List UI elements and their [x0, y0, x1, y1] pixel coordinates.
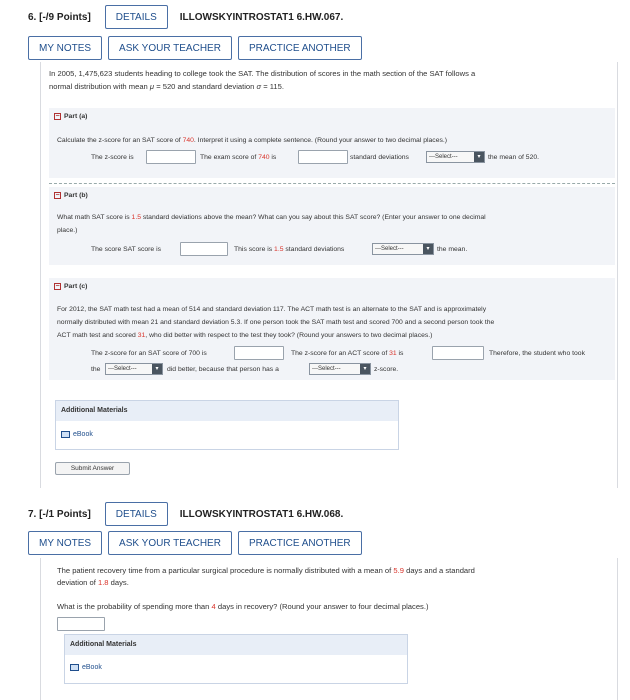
dropdown-arrow-icon[interactable]: ▾ — [474, 152, 484, 162]
part-c-zscore-text: z-score. — [374, 366, 399, 373]
part-a-select[interactable]: ---Select--- ▾ — [426, 151, 485, 163]
q7-practice-another-button[interactable]: PRACTICE ANOTHER — [238, 531, 362, 555]
q6-toolbar — [28, 36, 362, 60]
q6-code: ILLOWSKYINTROSTAT1 6.HW.067. — [179, 11, 344, 23]
part-a-question: Calculate the z-score for an SAT score of 740. Interpret it using a complete sentence. (Round your answer to two decimal places.) — [57, 137, 448, 144]
q7-text: The patient recovery time from a particular surgical procedure is normally distributed with a mean of 5.9 days and a standard deviation of 1.8 days. What is the probability of spending more than 4 days in recovery? (Round your answer to four decimal places.) — [57, 566, 475, 611]
q6-header — [0, 0, 343, 34]
q7-toolbar — [28, 531, 362, 555]
part-c-act-z-input[interactable] — [432, 346, 484, 360]
part-b-this-label: This score is 1.5 standard deviations — [234, 246, 345, 253]
part-c-did-better: did better, because that person has a — [167, 366, 279, 373]
q7-details-button[interactable]: DETAILS — [105, 502, 168, 526]
submit-answer-button[interactable]: Submit Answer — [55, 462, 130, 475]
part-b-question: What math SAT score is 1.5 standard deviations above the mean? What can you say about this SAT score? (Enter your answer to one decimal place.) — [57, 214, 486, 234]
part-a-exam-label: The exam score of 740 is — [200, 154, 277, 161]
q7-ebook-link[interactable]: eBook — [70, 664, 102, 671]
book-icon — [70, 664, 79, 671]
divider — [49, 183, 615, 184]
part-a-z-label: The z-score is — [91, 154, 134, 161]
part-c-panel — [49, 278, 615, 380]
part-a-sd-input[interactable] — [298, 150, 348, 164]
book-icon — [61, 431, 70, 438]
q7-header — [0, 497, 343, 531]
part-c-zscore-select[interactable]: ---Select--- ▾ — [309, 363, 371, 375]
part-c-toggle[interactable]: − Part (c) — [55, 283, 88, 290]
part-c-student-select[interactable]: ---Select--- ▾ — [105, 363, 163, 375]
collapse-icon[interactable]: − — [55, 113, 60, 120]
part-b-tail: the mean. — [437, 246, 468, 253]
q6-additional-materials — [55, 400, 399, 450]
part-a-z-input[interactable] — [146, 150, 196, 164]
q6-additional-materials-title: Additional Materials — [56, 401, 398, 421]
q7-answer-input[interactable] — [57, 617, 105, 631]
q6-ebook-link[interactable]: eBook — [61, 431, 93, 438]
dropdown-arrow-icon[interactable]: ▾ — [423, 244, 433, 254]
q7-my-notes-button[interactable]: MY NOTES — [28, 531, 102, 555]
part-c-sat-z-label: The z-score for an SAT score of 700 is — [91, 350, 207, 357]
part-a-tail: the mean of 520. — [488, 154, 540, 161]
q7-additional-materials-title: Additional Materials — [65, 635, 407, 655]
part-a-sd-label: standard deviations — [350, 154, 409, 161]
part-c-sat-z-input[interactable] — [234, 346, 284, 360]
collapse-icon[interactable]: − — [55, 192, 60, 199]
part-b-panel — [49, 187, 615, 265]
part-c-the: the — [91, 366, 101, 373]
q6-details-button[interactable]: DETAILS — [105, 5, 168, 29]
q7-ask-teacher-button[interactable]: ASK YOUR TEACHER — [108, 531, 232, 555]
q6-ask-teacher-button[interactable]: ASK YOUR TEACHER — [108, 36, 232, 60]
part-b-toggle[interactable]: − Part (b) — [55, 192, 88, 199]
q6-my-notes-button[interactable]: MY NOTES — [28, 36, 102, 60]
dropdown-arrow-icon[interactable]: ▾ — [360, 364, 370, 374]
q6-intro: In 2005, 1,475,623 students heading to college took the SAT. The distribution of scores in the math section of the SAT follows a normal distribution with mean μ = 520 and standard deviation σ = 115. — [49, 69, 476, 91]
collapse-icon[interactable]: − — [55, 283, 60, 290]
dropdown-arrow-icon[interactable]: ▾ — [152, 364, 162, 374]
part-c-act-z-label: The z-score for an ACT score of 31 is — [291, 350, 404, 357]
q6-practice-another-button[interactable]: PRACTICE ANOTHER — [238, 36, 362, 60]
q7-points: 7. [-/1 Points] — [28, 508, 91, 520]
part-c-question: For 2012, the SAT math test had a mean of 514 and standard deviation 117. The ACT math test is an alternate to the SAT and is approximately normally distributed with mean 21 and standard deviation 5.3. If one person took the SAT math test and scored 700 and a second person took the ACT math test and scored 31, who did better with respect to the test they took? (Round your answers to two decimal places.) — [57, 306, 495, 339]
part-a-panel — [49, 108, 615, 178]
part-c-therefore: Therefore, the student who took — [489, 350, 585, 357]
part-b-score-label: The score SAT score is — [91, 246, 162, 253]
q7-code: ILLOWSKYINTROSTAT1 6.HW.068. — [179, 508, 344, 520]
part-b-select[interactable]: ---Select--- ▾ — [372, 243, 434, 255]
part-b-score-input[interactable] — [180, 242, 228, 256]
part-a-toggle[interactable]: − Part (a) — [55, 113, 88, 120]
q7-additional-materials — [64, 634, 408, 684]
q6-points: 6. [-/9 Points] — [28, 11, 91, 23]
